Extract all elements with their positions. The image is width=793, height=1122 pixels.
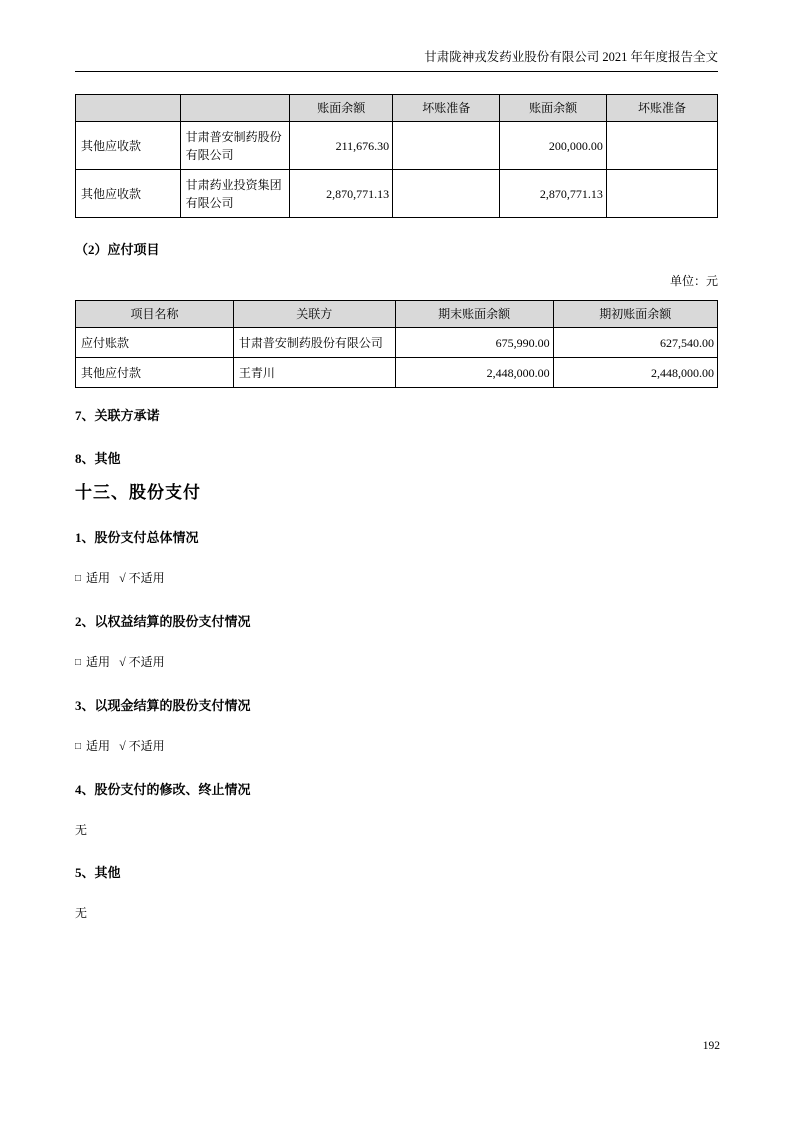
page-number: 192 bbox=[702, 1040, 720, 1052]
unit-label: 单位：元 bbox=[669, 274, 718, 288]
table-header-row bbox=[76, 301, 718, 328]
table-row bbox=[76, 122, 718, 170]
table-row bbox=[76, 358, 718, 388]
payables-table bbox=[75, 300, 718, 388]
beginning-bad-debt-cell bbox=[606, 122, 717, 170]
ending-balance-cell: 2,870,771.13 bbox=[290, 170, 393, 218]
ending-balance-cell: 2,448,000.00 bbox=[395, 358, 553, 388]
document-header bbox=[75, 49, 718, 72]
column-header: 坏账准备 bbox=[606, 95, 717, 122]
applicable-label: 适用 bbox=[86, 571, 111, 585]
not-applicable-label: 不适用 bbox=[128, 655, 165, 669]
share-payment-item-4-heading: 4、股份支付的修改、终止情况 bbox=[75, 782, 251, 797]
table-header-row bbox=[76, 95, 718, 122]
item-cell: 其他应收款 bbox=[76, 122, 181, 170]
beginning-balance-cell: 2,448,000.00 bbox=[553, 358, 717, 388]
share-payment-item-3-heading: 3、以现金结算的股份支付情况 bbox=[75, 698, 251, 713]
none-text: 无 bbox=[75, 906, 88, 920]
item-cell: 其他应付款 bbox=[76, 358, 234, 388]
payables-section-heading: （2）应付项目 bbox=[75, 242, 160, 257]
ending-balance-cell: 211,676.30 bbox=[290, 122, 393, 170]
applicable-label: 适用 bbox=[86, 655, 111, 669]
column-header bbox=[76, 95, 181, 122]
ending-bad-debt-cell bbox=[393, 122, 500, 170]
not-applicable-label: 不适用 bbox=[128, 571, 165, 585]
related-party-cell: 甘肃普安制药股份有限公司 bbox=[233, 328, 395, 358]
checkbox-square-icon: □ bbox=[75, 657, 82, 668]
beginning-balance-cell: 200,000.00 bbox=[500, 122, 607, 170]
table-row bbox=[76, 328, 718, 358]
related-party-cell: 王青川 bbox=[233, 358, 395, 388]
applicable-label: 适用 bbox=[86, 739, 111, 753]
column-header: 坏账准备 bbox=[393, 95, 500, 122]
checkmark-icon: √ bbox=[119, 655, 126, 669]
not-applicable-label: 不适用 bbox=[128, 739, 165, 753]
applicability-line bbox=[75, 655, 718, 671]
checkmark-icon: √ bbox=[119, 739, 126, 753]
column-header bbox=[180, 95, 290, 122]
checkbox-square-icon: □ bbox=[75, 573, 82, 584]
chapter-13-heading: 十三、股份支付 bbox=[75, 483, 201, 502]
column-header: 账面余额 bbox=[500, 95, 607, 122]
applicability-line bbox=[75, 571, 718, 587]
column-header: 账面余额 bbox=[290, 95, 393, 122]
section-8-heading: 8、其他 bbox=[75, 451, 121, 466]
beginning-balance-cell: 627,540.00 bbox=[553, 328, 717, 358]
column-header: 项目名称 bbox=[76, 301, 234, 328]
column-header: 期初账面余额 bbox=[553, 301, 717, 328]
related-party-cell: 甘肃药业投资集团有限公司 bbox=[180, 170, 290, 218]
receivables-table bbox=[75, 94, 718, 218]
item-cell: 其他应收款 bbox=[76, 170, 181, 218]
checkbox-square-icon: □ bbox=[75, 741, 82, 752]
related-party-cell: 甘肃普安制药股份有限公司 bbox=[180, 122, 290, 170]
column-header: 期末账面余额 bbox=[395, 301, 553, 328]
table-row bbox=[76, 170, 718, 218]
share-payment-item-2-heading: 2、以权益结算的股份支付情况 bbox=[75, 614, 251, 629]
column-header: 关联方 bbox=[233, 301, 395, 328]
beginning-bad-debt-cell bbox=[606, 170, 717, 218]
share-payment-item-1-heading: 1、股份支付总体情况 bbox=[75, 530, 199, 545]
item-cell: 应付账款 bbox=[76, 328, 234, 358]
none-text: 无 bbox=[75, 823, 88, 837]
beginning-balance-cell: 2,870,771.13 bbox=[500, 170, 607, 218]
ending-balance-cell: 675,990.00 bbox=[395, 328, 553, 358]
ending-bad-debt-cell bbox=[393, 170, 500, 218]
applicability-line bbox=[75, 739, 718, 755]
checkmark-icon: √ bbox=[119, 571, 126, 585]
document-title: 甘肃陇神戎发药业股份有限公司 2021 年年度报告全文 bbox=[424, 50, 718, 64]
section-7-heading: 7、关联方承诺 bbox=[75, 408, 160, 423]
share-payment-item-5-heading: 5、其他 bbox=[75, 865, 121, 880]
